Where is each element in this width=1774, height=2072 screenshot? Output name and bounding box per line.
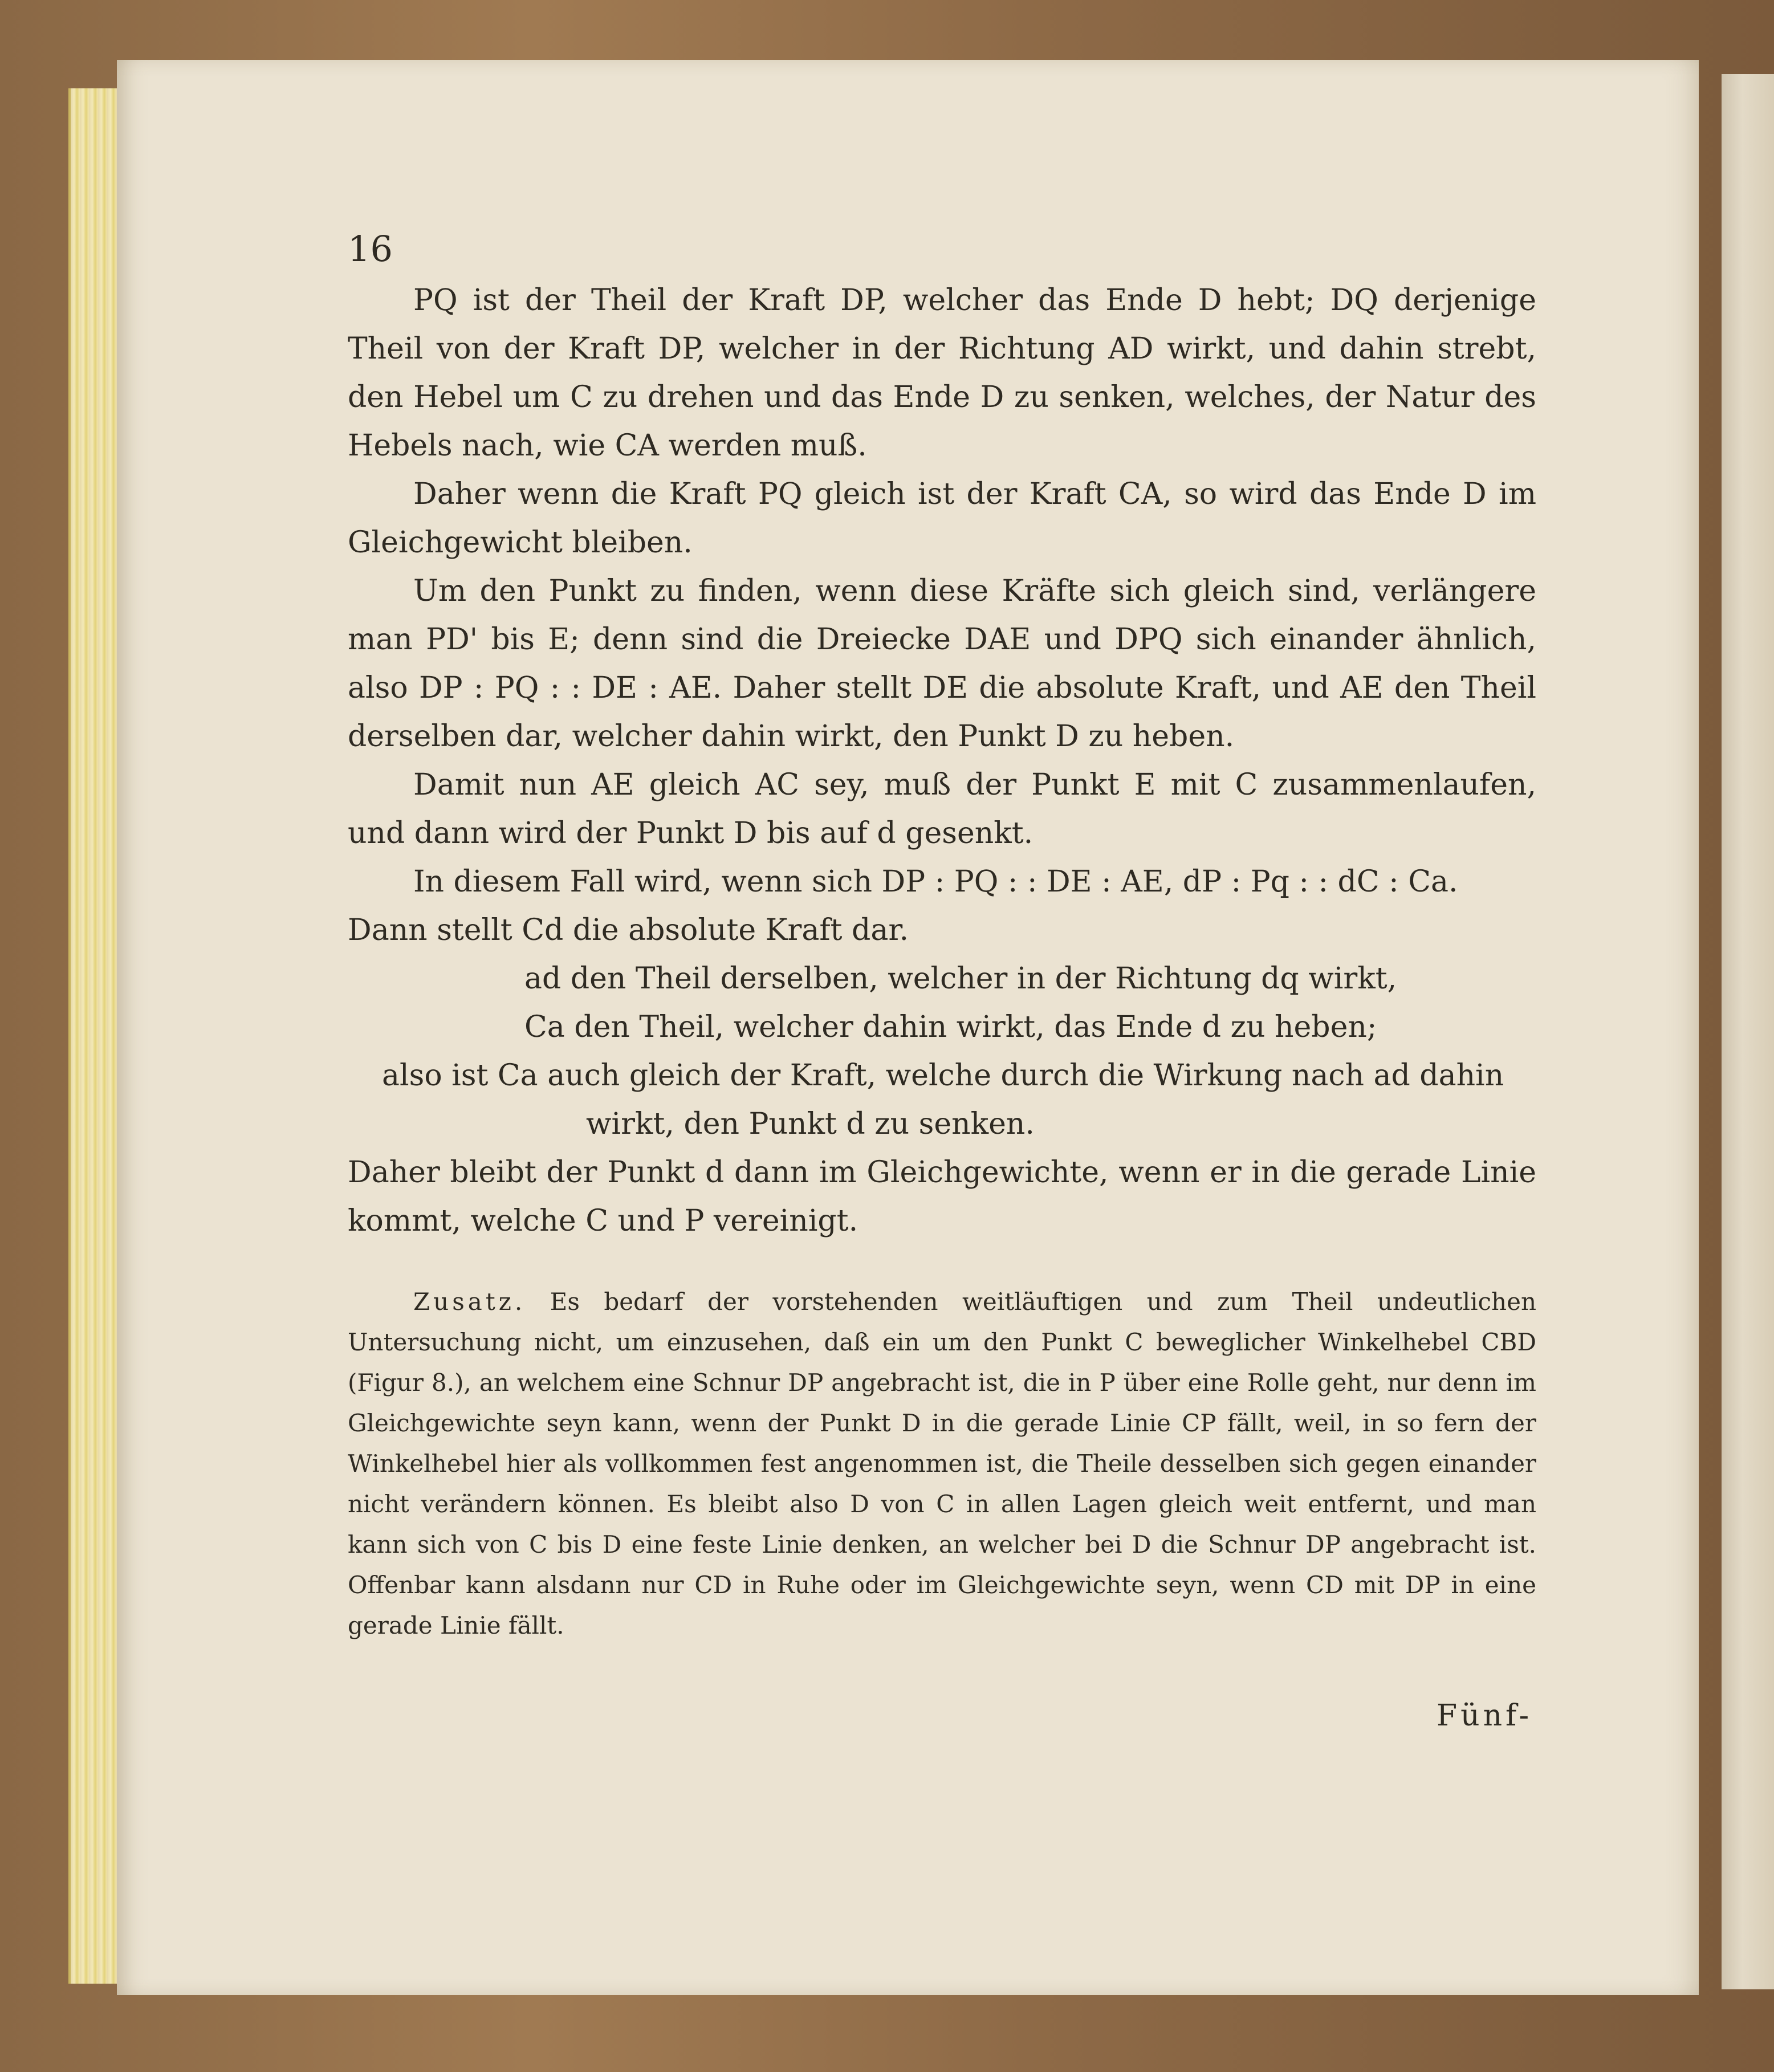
paragraph-6: Dann stellt Cd die absolute Kraft dar. (348, 913, 909, 947)
paragraph-1: PQ ist der Theil der Kraft DP, welcher das Ende D hebt; DQ derjenige Theil von der Kraft DP, welcher in der Richtung AD wirkt, und dahin strebt, den Hebel um C zu drehen und das Ende D zu senken, welches, der Natur des Hebels nach, wie CA werden muß. (348, 283, 1536, 463)
paragraph-5: In diesem Fall wird, wenn sich DP : PQ : : DE : AE, dP : Pq : : dC : Ca. (413, 865, 1458, 899)
paragraph-7: ad den Theil derselben, welcher in der Richtung dq wirkt, (524, 962, 1397, 996)
paragraph-2: Daher wenn die Kraft PQ gleich ist der Kraft CA, so wird das Ende D im Gleichgewicht bleiben. (348, 477, 1536, 560)
catchword: Fünf- (1437, 1699, 1533, 1733)
paragraph-3: Um den Punkt zu finden, wenn diese Kräfte sich gleich sind, verlängere man PD' bis E; denn sind die Dreiecke DAE und DPQ sich einander ähnlich, also DP : PQ : : DE : AE. Daher stellt DE die absolute Kraft, und AE den Theil derselben dar, welcher dahin wirkt, den Punkt D zu heben. (348, 574, 1536, 754)
paragraph-10: wirkt, den Punkt d zu senken. (586, 1107, 1035, 1141)
page-number: 16 (348, 228, 393, 270)
paragraph-4: Damit nun AE gleich AC sey, muß der Punkt E mit C zusammenlaufen, und dann wird der Punkt D bis auf d gesenkt. (348, 768, 1536, 850)
note-text: Es bedarf der vorstehenden weitläuftigen und zum Theil undeutlichen Untersuchung nicht, um einzusehen, daß ein um den Punkt C beweglicher Winkelhebel CBD (Figur 8.), an welchem eine Schnur DP angebracht ist, die in P über eine Rolle geht, nur denn im Gleichgewichte seyn kann, wenn der Punkt D in die gerade Linie CP fällt, weil, in so fern der Winkelhebel hier als vollkommen fest angenommen ist, die Theile desselben sich gegen einander nicht verändern können. Es bleibt also D von C in allen Lagen gleich weit entfernt, und man kann sich von C bis D eine feste Linie denken, an welcher bei D die Schnur DP angebracht ist. Offenbar kann alsdann nur CD in Ruhe oder im Gleichgewichte seyn, wenn CD mit DP in eine gerade Linie fällt. (348, 1288, 1536, 1639)
facing-page-edge (1722, 74, 1774, 1989)
paragraph-11: Daher bleibt der Punkt d dann im Gleichgewichte, wenn er in die gerade Linie kommt, welche C und P vereinigt. (348, 1155, 1536, 1238)
note-label: Zusatz. (413, 1288, 526, 1316)
paragraph-9: also ist Ca auch gleich der Kraft, welche durch die Wirkung nach ad dahin (382, 1059, 1504, 1093)
paragraph-8: Ca den Theil, welcher dahin wirkt, das Ende d zu heben; (524, 1010, 1377, 1044)
page-edges (68, 88, 122, 1984)
main-text (348, 276, 1536, 1245)
zusatz-note (348, 1281, 1536, 1646)
